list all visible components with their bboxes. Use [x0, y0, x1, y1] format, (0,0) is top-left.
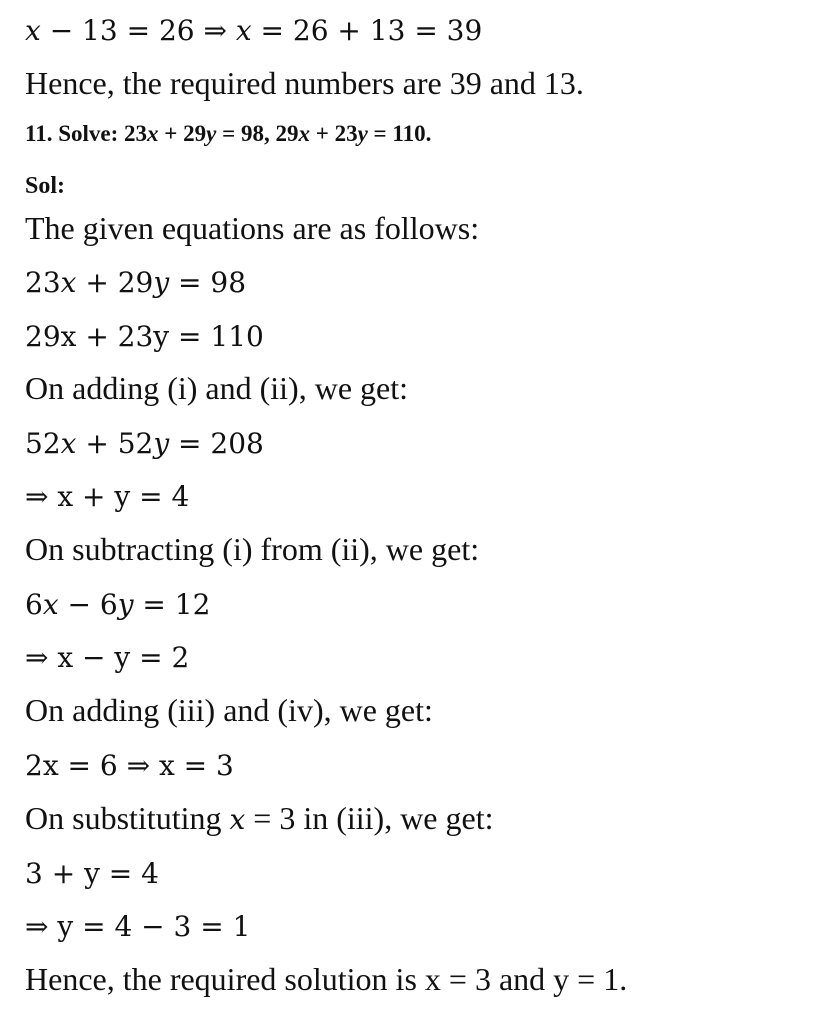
math-text: − 13 = 26 ⇒ [40, 14, 236, 47]
math-var: y [357, 121, 368, 146]
text-run: On subtracting (i) from (ii), we get: [25, 531, 480, 567]
paragraph-text [25, 800, 493, 837]
math-var: y [153, 266, 170, 299]
math-var: x [229, 803, 246, 836]
text-run: On adding (i) and (ii), we get: [25, 370, 408, 406]
text-run: = 3 in (iii), we get: [245, 800, 494, 836]
conclusion-text [25, 65, 584, 102]
math-text: 2x = 6 ⇒ x = 3 [25, 749, 234, 782]
conclusion-text [25, 961, 627, 998]
question-heading [25, 121, 431, 147]
text-run: Hence, the required numbers are 39 and 13. [25, 65, 584, 101]
math-text: 3 + y = 4 [25, 857, 159, 890]
math-text: 6 [25, 588, 43, 621]
math-text: = 12 [133, 588, 211, 621]
text-run: 11. Solve: 23 [25, 121, 148, 146]
paragraph-text [25, 210, 479, 247]
math-var: x [60, 266, 77, 299]
math-var: x [42, 588, 59, 621]
math-var: x [60, 427, 77, 460]
math-text: 29x + 23y = 110 [25, 320, 264, 353]
math-var: x [235, 14, 252, 47]
math-text: − 6 [58, 588, 118, 621]
equation-line [25, 320, 264, 353]
math-text: = 208 [169, 427, 264, 460]
math-text: 23 [25, 266, 61, 299]
math-text: 52 [25, 427, 61, 460]
text-run: + 29 [158, 121, 207, 146]
text-run: The given equations are as follows: [25, 210, 480, 246]
equation-line [25, 266, 246, 299]
math-text: + 29 [76, 266, 154, 299]
math-text: + 52 [76, 427, 154, 460]
equation-line [25, 910, 250, 943]
equation-line [25, 857, 159, 890]
paragraph-text [25, 692, 433, 729]
math-var: x [298, 121, 310, 146]
text-run: Hence, the required solution is x = 3 and y = 1. [25, 961, 628, 997]
equation-line [25, 427, 264, 460]
text-run: + 23 [309, 121, 358, 146]
text-run: On substituting [25, 800, 230, 836]
text-run: On adding (iii) and (iv), we get: [25, 692, 433, 728]
solution-label [25, 173, 65, 200]
math-text: ⇒ x + y = 4 [25, 480, 190, 513]
equation-line [25, 14, 482, 47]
paragraph-text [25, 531, 479, 568]
equation-line [25, 588, 210, 621]
math-var: y [153, 427, 170, 460]
math-var: y [117, 588, 134, 621]
paragraph-text [25, 370, 408, 407]
equation-line [25, 641, 189, 674]
math-text: ⇒ y = 4 − 3 = 1 [25, 910, 251, 943]
equation-line [25, 749, 234, 782]
text-run: = 98, 29 [216, 121, 299, 146]
math-var: y [206, 121, 217, 146]
math-text: = 98 [169, 266, 247, 299]
math-var: x [25, 14, 41, 47]
text-run: Sol: [25, 173, 66, 199]
math-text: ⇒ x − y = 2 [25, 641, 190, 674]
text-run: = 110. [367, 121, 432, 146]
math-text: = 26 + 13 = 39 [251, 14, 483, 47]
equation-line [25, 480, 189, 513]
math-var: x [147, 121, 159, 146]
